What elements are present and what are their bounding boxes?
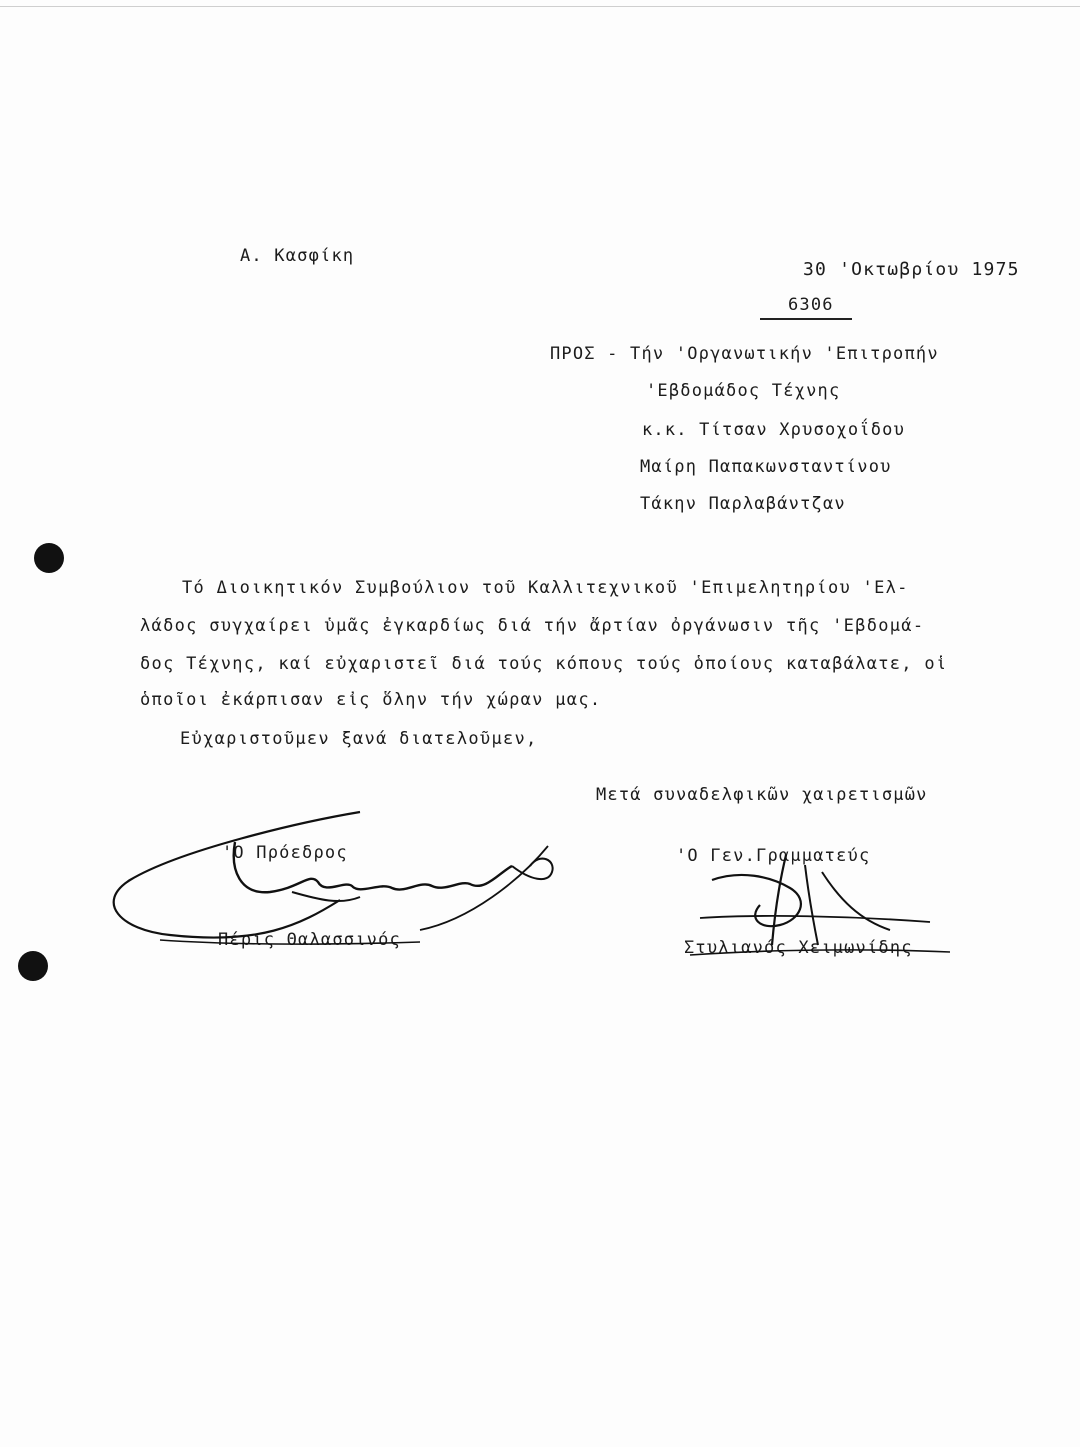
thanks-line: Εὐχαριστοῦμεν ξανά διατελοῦμεν, (180, 729, 538, 749)
recipient-line-5: Τάκην Παρλαβάντζαν (640, 494, 846, 514)
recipient-line-1: ΠΡΟΣ - Τήν 'Οργανωτικήν 'Επιτροπήν (550, 344, 939, 364)
secretary-title: 'Ο Γεν.Γραμματεύς (676, 846, 871, 866)
recipient-line-3: κ.κ. Τίτσαν Χρυσοχοΐδου (642, 420, 906, 440)
body-line-2: λάδος συγχαίρει ὑμᾶς ἐγκαρδίως διά τήν ἄρτίαν ὀργάνωσιν τῆς 'Εβδομά- (140, 616, 925, 636)
letter-date: 30 'Οκτωβρίου 1975 (803, 259, 1020, 280)
president-title: 'Ο Πρόεδρος (222, 843, 348, 863)
body-line-3: δος Τέχνης, καί εὐχαριστεῖ διά τούς κόπους τούς ὁποίους καταβάλατε, οἱ (140, 654, 948, 674)
closing-salutation: Μετά συναδελφικῶν χαιρετισμῶν (596, 785, 928, 805)
body-line-4: ὁποῖοι ἐκάρπισαν εἰς ὅλην τήν χώραν μας. (140, 690, 602, 710)
secretary-name: Στυλιανός Χειμωνίδης (684, 938, 913, 958)
recipient-line-4: Μαίρη Παπακωνσταντίνου (640, 457, 892, 477)
president-name: Πέρις Θαλασσινός (218, 930, 401, 950)
recipient-line-2: 'Εβδομάδος Τέχνης (646, 381, 841, 401)
sender-initials: Α. Κασφίκη (240, 246, 355, 266)
reference-number: 6306 (788, 295, 834, 315)
body-line-1: Τό Διοικητικόν Συμβούλιον τοῦ Καλλιτεχνικοῦ 'Επιμελητηρίου 'Ελ- (182, 578, 909, 598)
